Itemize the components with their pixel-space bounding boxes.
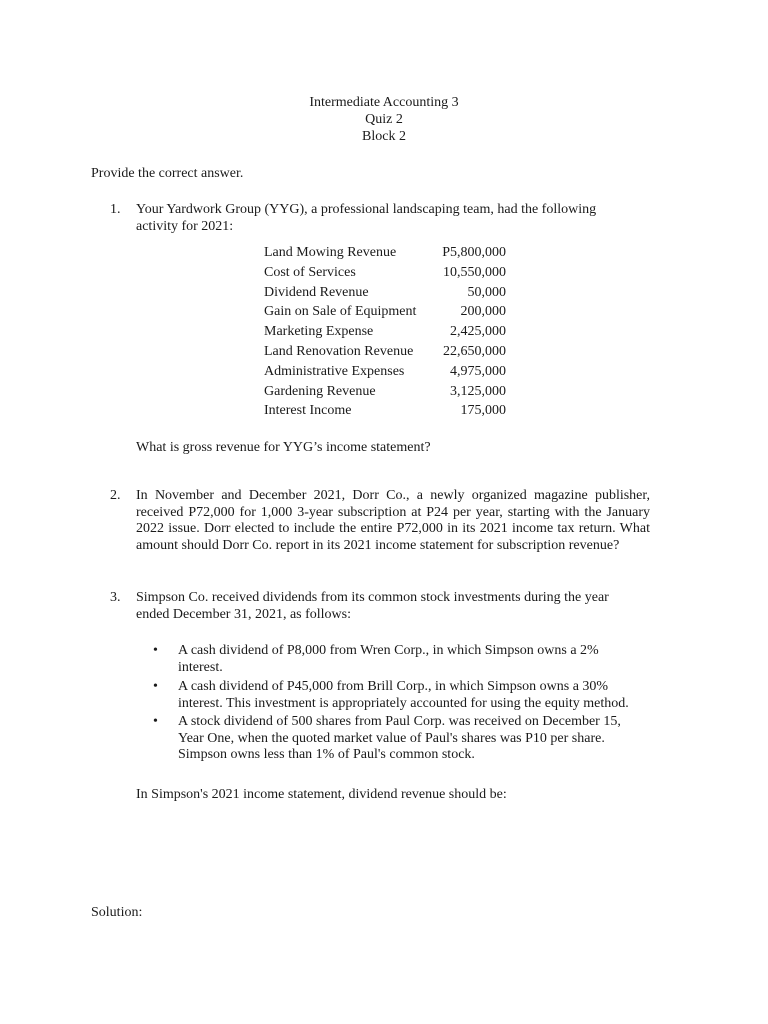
- question-3-number: 3.: [110, 590, 121, 605]
- bullet-icon: •: [153, 643, 158, 658]
- item-label: Interest Income: [264, 403, 352, 419]
- yyg-activity-table: [261, 243, 506, 421]
- block-title: Block 2: [362, 129, 406, 144]
- dividend-item: [178, 679, 668, 712]
- question-2-line: received P72,000 for 1,000 3-year subscription at P24 per year, starting with the January: [136, 504, 650, 520]
- table-row: [261, 302, 506, 322]
- dividend-item-line: interest. This investment is appropriately accounted for using the equity method.: [178, 695, 629, 711]
- dividend-item-line: Simpson owns less than 1% of Paul's common stock.: [178, 747, 475, 762]
- question-3-line-2: ended December 31, 2021, as follows:: [136, 607, 351, 622]
- solution-label: Solution:: [91, 905, 143, 920]
- quiz-title: Quiz 2: [365, 112, 403, 127]
- question-2-line: 2022 issue. Dorr elected to include the entire P72,000 in its 2021 income tax return. What: [136, 521, 650, 536]
- course-title: Intermediate Accounting 3: [309, 95, 459, 110]
- question-2-line: amount should Dorr Co. report in its 2021 income statement for subscription revenue?: [136, 537, 620, 553]
- question-2-number: 2.: [110, 488, 121, 503]
- table-row: [261, 243, 506, 263]
- item-label: Land Renovation Revenue: [264, 343, 414, 359]
- table-row: [261, 401, 506, 421]
- bullet-icon: •: [153, 679, 158, 694]
- dividend-item-line: interest.: [178, 659, 223, 675]
- item-value: 175,000: [460, 403, 506, 419]
- item-label: Dividend Revenue: [264, 284, 369, 300]
- document-header: [0, 95, 768, 146]
- question-1-line-2: activity for 2021:: [136, 219, 234, 234]
- item-value: P5,800,000: [442, 245, 506, 260]
- item-label: Marketing Expense: [264, 324, 374, 340]
- bullet-icon: •: [153, 714, 158, 729]
- question-1-line-1: Your Yardwork Group (YYG), a professional landscaping team, had the following: [136, 202, 597, 217]
- item-value: 2,425,000: [450, 324, 506, 340]
- question-1-number: 1.: [110, 202, 121, 217]
- question-2-line: In November and December 2021, Dorr Co., a newly organized magazine publisher,: [136, 488, 650, 503]
- item-value: 3,125,000: [450, 383, 506, 399]
- dividend-item: [178, 714, 668, 764]
- table-row: [261, 362, 506, 382]
- question-1-prompt: What is gross revenue for YYG’s income statement?: [136, 440, 431, 455]
- table-row: [261, 322, 506, 342]
- table-row: [261, 283, 506, 303]
- dividend-item-line: A cash dividend of P8,000 from Wren Corp., in which Simpson owns a 2%: [178, 643, 599, 658]
- item-value: 10,550,000: [443, 264, 506, 280]
- item-label: Administrative Expenses: [264, 363, 405, 379]
- item-value: 4,975,000: [450, 363, 506, 379]
- dividend-item-line: Year One, when the quoted market value of Paul's shares was P10 per share.: [178, 730, 605, 746]
- item-label: Gardening Revenue: [264, 383, 376, 399]
- dividend-item-line: A cash dividend of P45,000 from Brill Corp., in which Simpson owns a 30%: [178, 679, 609, 694]
- table-row: [261, 382, 506, 402]
- item-value: 50,000: [467, 284, 506, 300]
- question-3-prompt: In Simpson's 2021 income statement, dividend revenue should be:: [136, 787, 507, 802]
- table-row: [261, 263, 506, 283]
- instructions: Provide the correct answer.: [91, 166, 244, 181]
- item-value: 22,650,000: [443, 343, 506, 359]
- dividend-item: [178, 643, 668, 676]
- item-label: Land Mowing Revenue: [264, 245, 397, 260]
- question-3-line-1: Simpson Co. received dividends from its common stock investments during the year: [136, 590, 609, 605]
- item-label: Cost of Services: [264, 264, 356, 280]
- item-value: 200,000: [460, 304, 506, 320]
- question-2-text: [136, 488, 650, 554]
- item-label: Gain on Sale of Equipment: [264, 304, 417, 320]
- table-row: [261, 342, 506, 362]
- dividend-item-line: A stock dividend of 500 shares from Paul Corp. was received on December 15,: [178, 714, 621, 729]
